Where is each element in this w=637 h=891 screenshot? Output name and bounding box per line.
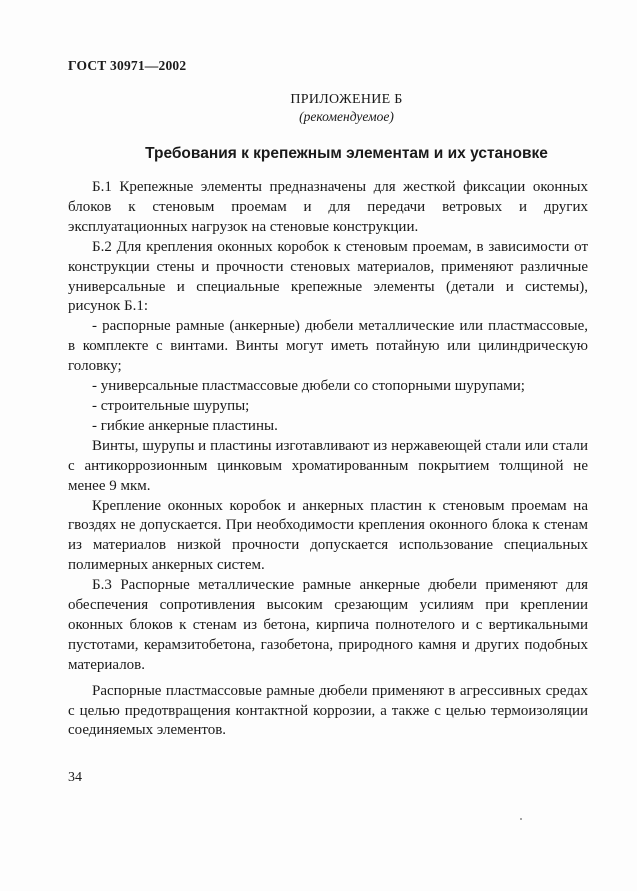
paragraph-b2: Б.2 Для крепления оконных коробок к стеновым проемам, в зависимости от конструкции стены и прочности стеновых материалов, применяют различные универсальные и специальные крепежные элементы (детали и системы), рисунок Б.1: bbox=[68, 238, 588, 315]
paragraph-b3: Б.3 Распорные металлические рамные анкерные дюбели применяют для обеспечения сопротивления высоким срезающим усилиям при креплении оконных блоков к стенам из бетона, кирпича полнотелого и с вертикальными пустотами, керамзитобетона, газобетона, природного камня и других подобных материалов. bbox=[68, 577, 588, 673]
list-item-anchor-dowels: - распорные рамные (анкерные) дюбели металлические или пластмассовые, в комплекте с винтами. Винты могут иметь потайную или цилиндрическую головку; bbox=[68, 318, 588, 375]
section-title: Требования к крепежным элементам и их установке bbox=[145, 145, 548, 162]
paragraph-nails-prohibited: Крепление оконных коробок и анкерных пластин к стеновым проемам на гвоздях не допускается. При необходимости крепления оконного блока к стенам из материалов низкой прочности допускается использование специальных полимерных анкерных систем. bbox=[68, 497, 588, 574]
list-item-construction-screws: - строительные шурупы; bbox=[92, 397, 250, 414]
paragraph-plastic-dowels: Распорные пластмассовые рамные дюбели применяют в агрессивных средах с целью предотвращения контактной коррозии, а также с целью термоизоляции соединяемых элементов. bbox=[68, 682, 588, 739]
document-code-header: ГОСТ 30971—2002 bbox=[68, 58, 187, 73]
scan-speck bbox=[520, 818, 522, 820]
page-number: 34 bbox=[68, 770, 82, 785]
annex-title: ПРИЛОЖЕНИЕ Б bbox=[290, 92, 403, 107]
body-text bbox=[68, 178, 588, 741]
paragraph-materials: Винты, шурупы и пластины изготавливают из нержавеющей стали или стали с антикоррозионным цинковым хроматированным покрытием толщиной не менее 9 мкм. bbox=[68, 437, 588, 494]
annex-subtitle: (рекомендуемое) bbox=[299, 109, 394, 124]
paragraph-b1: Б.1 Крепежные элементы предназначены для жесткой фиксации оконных блоков к стеновым проемам и для передачи ветровых и других эксплуатационных нагрузок на стеновые конструкции. bbox=[68, 179, 588, 235]
list-item-universal-dowels: - универсальные пластмассовые дюбели со стопорными шурупами; bbox=[92, 378, 525, 395]
list-item-flexible-plates: - гибкие анкерные пластины. bbox=[92, 417, 278, 434]
